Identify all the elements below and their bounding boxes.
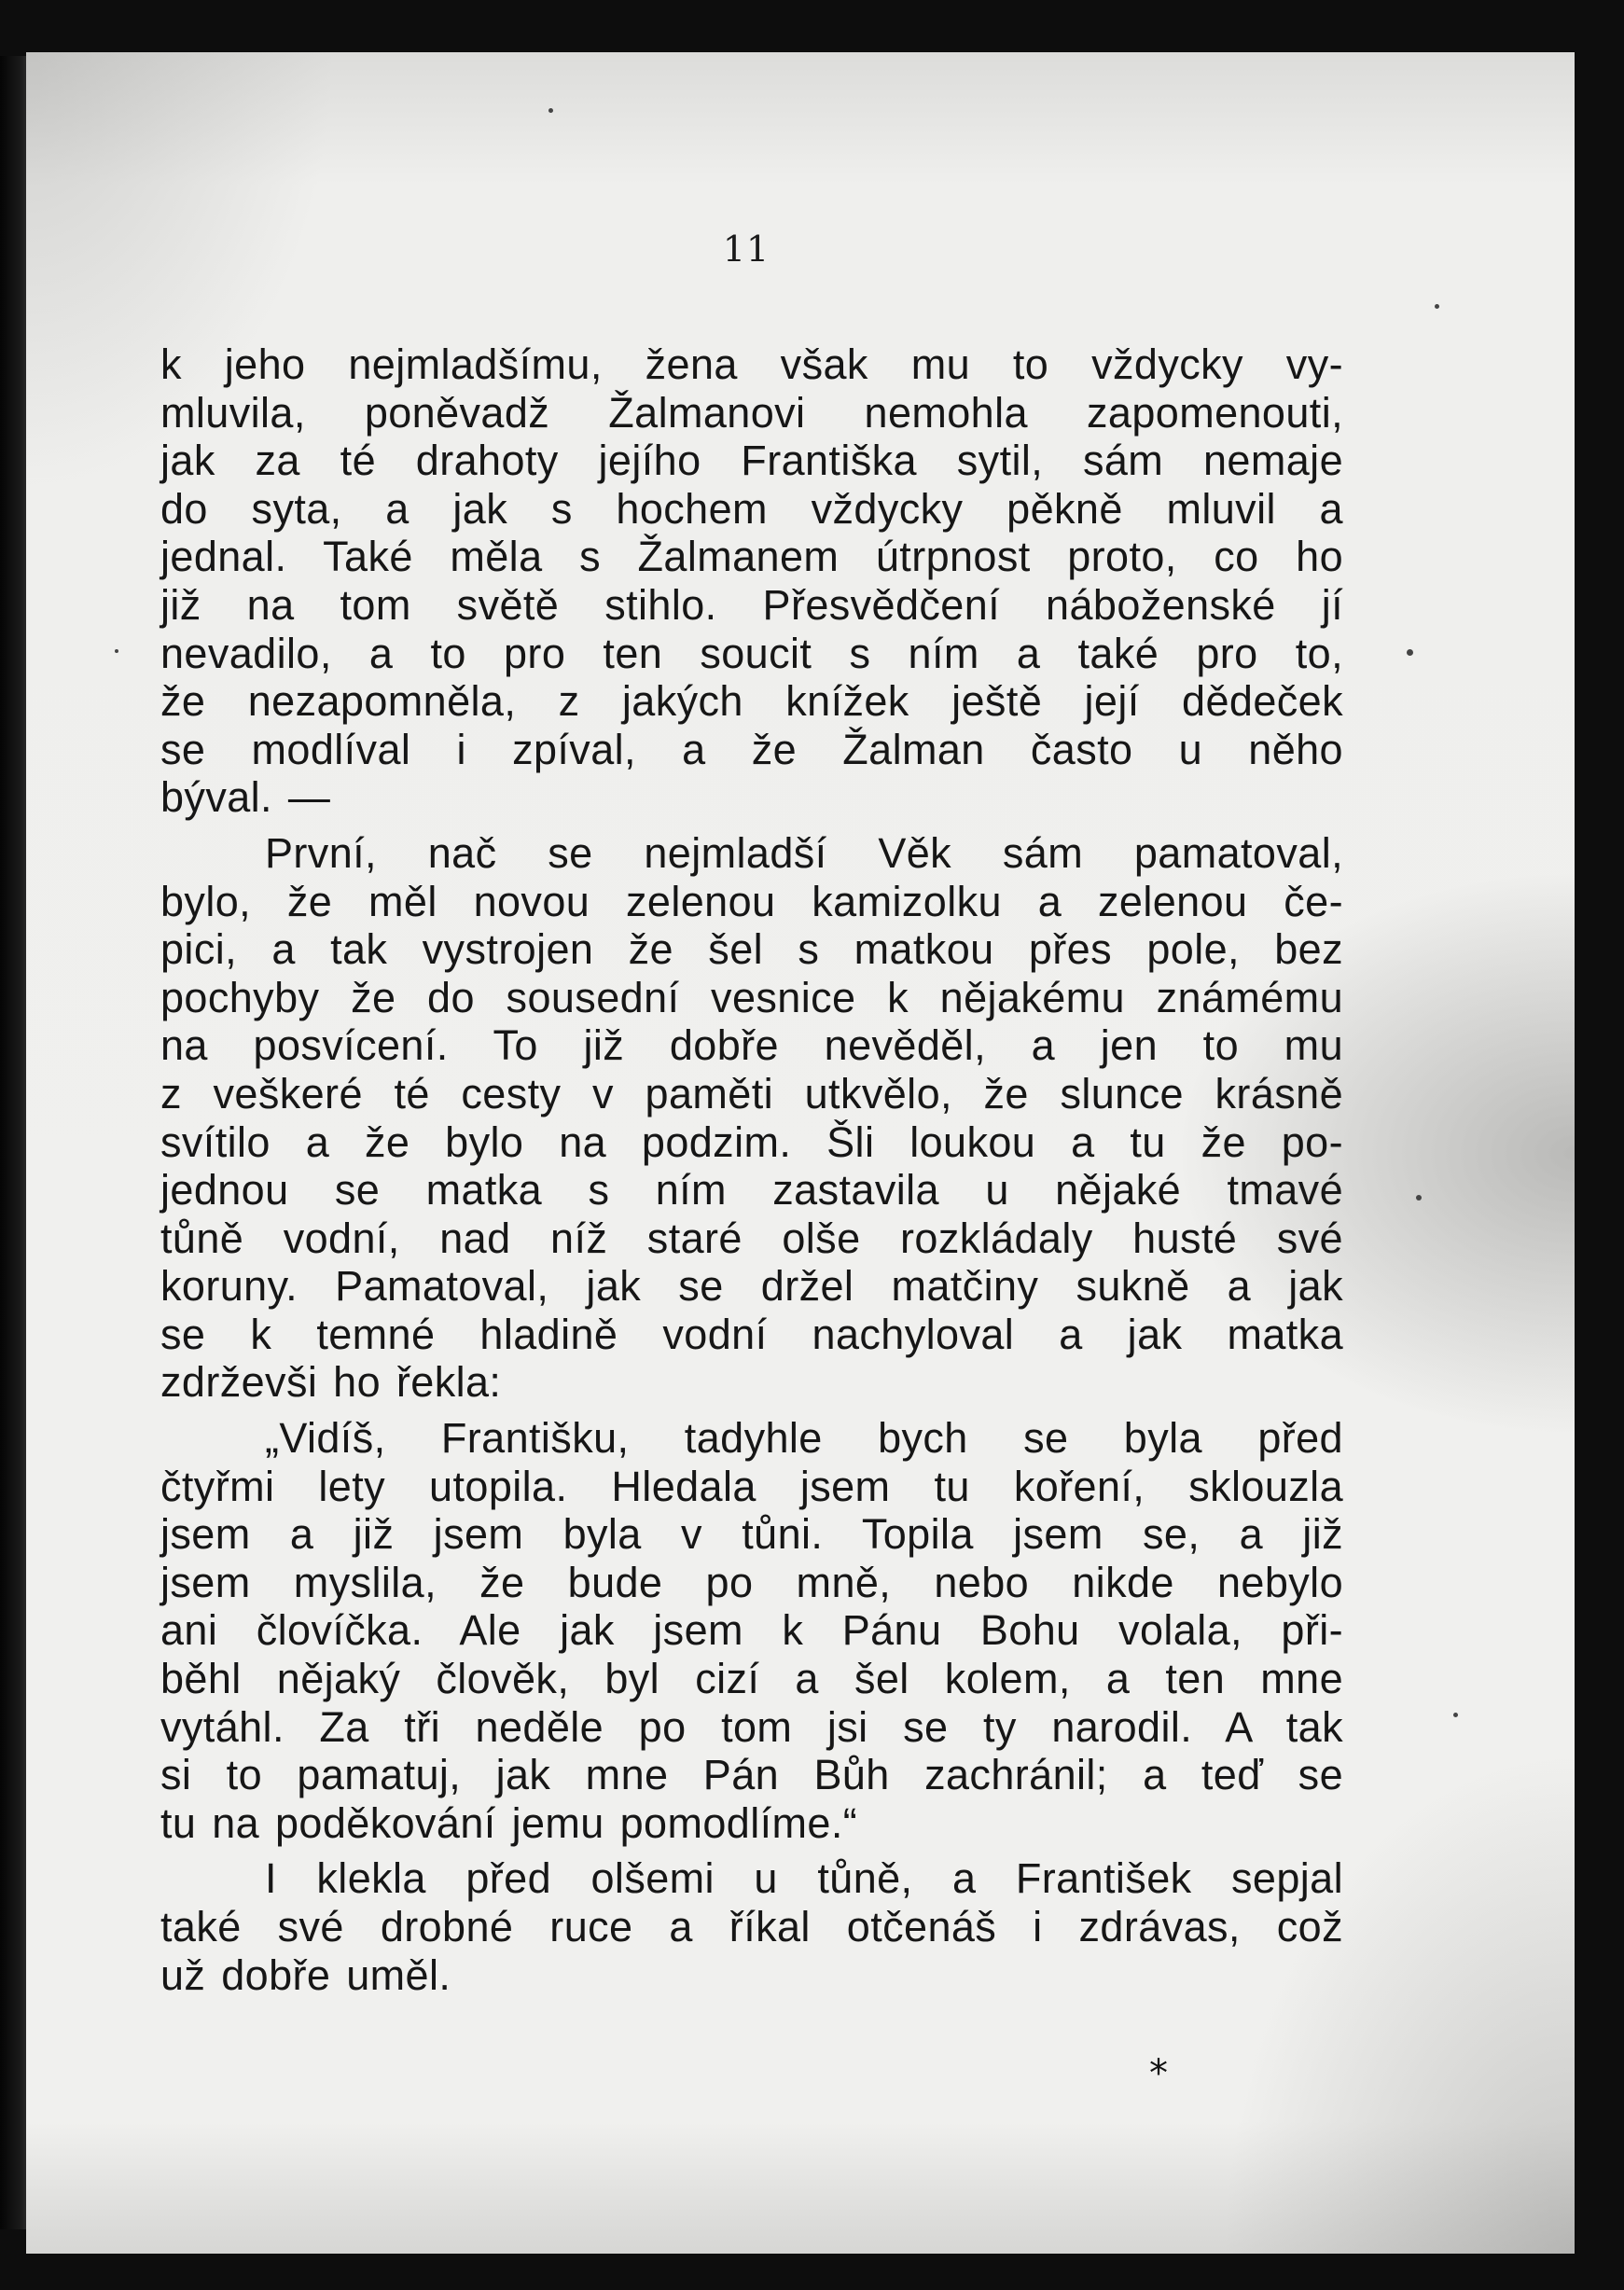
text-line: tu na poděkování jemu pomodlíme.“	[160, 1798, 858, 1847]
scan-speck	[115, 649, 118, 653]
paragraph	[160, 340, 1343, 822]
text-line: si to pamatuj, jak mne Pán Bůh zachránil; a teď se	[160, 1751, 1343, 1799]
text-line: „Vidíš, Františku, tadyhle bych se byla před	[265, 1414, 1343, 1463]
text-line: svítilo a že bylo na podzim. Šli loukou a tu že po-	[160, 1117, 1343, 1166]
text-line: jsem myslila, že bude po mně, nebo nikde nebylo	[160, 1558, 1343, 1606]
text-line: běhl nějaký člověk, byl cizí a šel kolem, a ten mne	[160, 1655, 1343, 1703]
scan-speck	[1435, 304, 1439, 309]
paragraph	[160, 1854, 1343, 1999]
text-line: býval. —	[160, 773, 331, 822]
text-line: k jeho nejmladšímu, žena však mu to vždycky vy-	[160, 340, 1343, 388]
text-line: vytáhl. Za tři neděle po tom jsi se ty narodil. A tak	[160, 1702, 1343, 1751]
text-line: se k temné hladině vodní nachyloval a jak matka	[160, 1310, 1343, 1358]
text-line: První, nač se nejmladší Věk sám pamatoval,	[265, 828, 1343, 877]
body-text	[160, 340, 1343, 1999]
section-asterism: *	[1149, 2052, 1168, 2095]
text-line: I klekla před olšemi u tůně, a František sepjal	[265, 1854, 1343, 1903]
text-line: čtyřmi lety utopila. Hledala jsem tu koření, sklouzla	[160, 1462, 1343, 1510]
text-line: zdrževši ho řekla:	[160, 1358, 502, 1407]
text-line: mluvila, poněvadž Žalmanovi nemohla zapomenouti,	[160, 388, 1343, 437]
text-line: do syta, a jak s hochem vždycky pěkně mluvil a	[160, 484, 1343, 533]
text-line: se modlíval i zpíval, a že Žalman často u něho	[160, 725, 1343, 773]
scan-speck	[1453, 1713, 1458, 1717]
text-line: už dobře uměl.	[160, 1950, 451, 1999]
text-line: již na tom světě stihlo. Přesvědčení náboženské jí	[160, 580, 1343, 629]
text-line: pochyby že do sousední vesnice k nějakému známému	[160, 973, 1343, 1021]
scan-speck	[1407, 649, 1413, 656]
page-number: 11	[722, 229, 770, 270]
text-line: nevadilo, a to pro ten soucit s ním a také pro to,	[160, 629, 1343, 677]
text-line: pici, a tak vystrojen že šel s matkou přes pole, bez	[160, 925, 1343, 974]
paragraph	[160, 1414, 1343, 1847]
text-line: jsem a již jsem byla v tůni. Topila jsem se, a již	[160, 1510, 1343, 1559]
scan-speck	[1416, 1195, 1422, 1201]
text-line: jednal. Také měla s Žalmanem útrpnost proto, co ho	[160, 533, 1343, 581]
text-line: na posvícení. To již dobře nevěděl, a jen to mu	[160, 1021, 1343, 1070]
text-line: že nezapomněla, z jakých knížek ještě její dědeček	[160, 677, 1343, 726]
text-line: také své drobné ruce a říkal otčenáš i zdrávas, což	[160, 1903, 1343, 1950]
text-line: koruny. Pamatoval, jak se držel matčiny sukně a jak	[160, 1262, 1343, 1311]
text-line: bylo, že měl novou zelenou kamizolku a zelenou če-	[160, 877, 1343, 925]
text-line: z veškeré té cesty v paměti utkvělo, že slunce krásně	[160, 1069, 1343, 1117]
text-line: ani človíčka. Ale jak jsem k Pánu Bohu volala, při-	[160, 1606, 1343, 1655]
paragraph	[160, 829, 1343, 1407]
scan-speck	[548, 108, 553, 113]
text-line: jak za té drahoty jejího Františka sytil, sám nemaje	[160, 437, 1343, 485]
text-line: jednou se matka s ním zastavila u nějaké tmavé	[160, 1166, 1343, 1214]
text-line: tůně vodní, nad níž staré olše rozkládaly husté své	[160, 1214, 1343, 1262]
